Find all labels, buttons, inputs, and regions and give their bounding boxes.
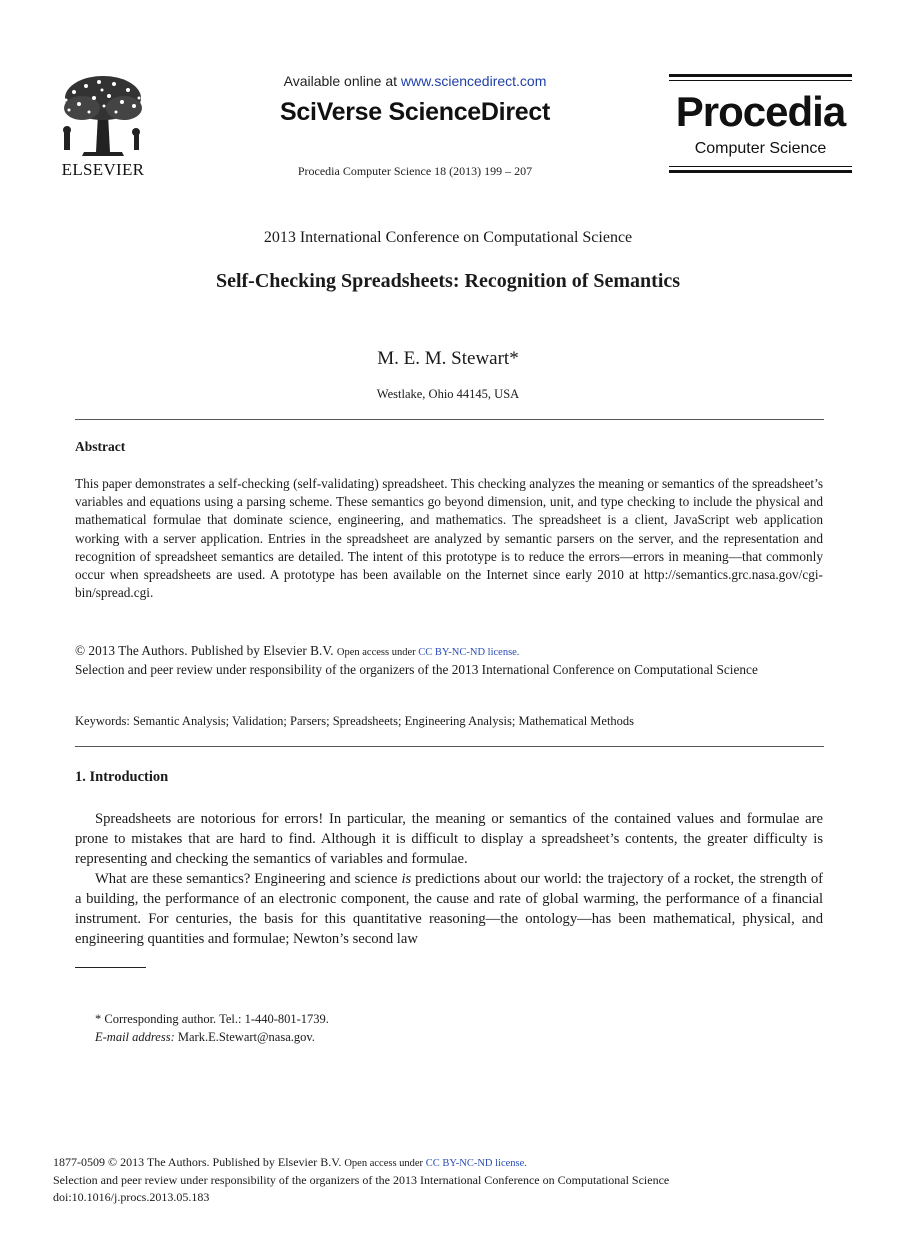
peer-review-statement: Selection and peer review under responsibility of the organizers of the 2013 International Conference on Computational Science <box>75 662 758 677</box>
license-link-bottom[interactable]: CC BY-NC-ND license. <box>425 1158 527 1169</box>
logo-top-rule <box>669 74 852 77</box>
logo-top-rule-thin <box>669 80 852 81</box>
issn-line <box>53 1154 853 1172</box>
logo-bottom-rule-thin <box>669 166 852 167</box>
email-line <box>95 1028 329 1046</box>
keywords: Keywords: Semantic Analysis; Validation; Parsers; Spreadsheets; Engineering Analysis; Mathematical Methods <box>75 714 635 728</box>
publisher-name: ELSEVIER <box>61 160 145 179</box>
abstract-body: This paper demonstrates a self-checking (self-validating) spreadsheet. This checking analyzes the meaning or semantics of the spreadsheet’s variables and equations using a parsing scheme. These semantics go beyond dimension, unit, and type checking to include the physical and mathematical formulae that dominate science, engineering, and mathematics. The spreadsheet is a client, JavaScript web application working with a server application. Entries in the spreadsheet are analyzed by semantic parsers on the server, and the representation and recognition of spreadsheet semantics are detailed. The intent of this prototype is to reduce the errors—errors in meaning—that commonly occur when spreadsheets are used. A prototype has been available on the Internet since early 2010 at http://semantics.grc.nasa.gov/cgi-bin/spread.cgi. <box>75 476 823 601</box>
issn-text: 1877-0509 © 2013 The Authors. Published by Elsevier B.V. <box>53 1155 345 1169</box>
elsevier-tree-icon <box>54 74 152 158</box>
open-access-label: Open access under <box>336 647 419 658</box>
logo-bottom-rule <box>669 170 852 173</box>
footnote-rule <box>75 967 146 968</box>
sciencedirect-link[interactable]: www.sciencedirect.com <box>400 73 547 89</box>
section-heading-introduction: 1. Introduction <box>75 769 169 785</box>
divider-top <box>75 419 824 420</box>
license-link[interactable]: CC BY-NC-ND license. <box>418 647 520 658</box>
procedia-logo <box>669 74 852 174</box>
journal-name: Procedia <box>675 88 846 135</box>
paper-title: Self-Checking Spreadsheets: Recognition of Semantics <box>215 270 681 292</box>
journal-subtitle: Computer Science <box>694 140 827 157</box>
doi[interactable]: doi:10.1016/j.procs.2013.05.183 <box>53 1190 210 1204</box>
footnote <box>95 1010 329 1046</box>
email-label: E-mail address: <box>95 1030 175 1044</box>
open-access-label: Open access under <box>344 1158 426 1169</box>
peer-review-line: Selection and peer review under responsibility of the organizers of the 2013 International Conference on Computational Science <box>53 1173 670 1187</box>
paragraph <box>75 869 823 949</box>
available-label: Available online at <box>283 73 401 89</box>
abstract-heading: Abstract <box>75 439 126 454</box>
platform-logo: SciVerse ScienceDirect <box>280 98 550 126</box>
paragraph-text: What are these semantics? Engineering and science <box>95 871 402 887</box>
corresponding-author: * Corresponding author. Tel.: 1-440-801-1739. <box>95 1012 329 1026</box>
available-online <box>200 73 630 89</box>
copyright-notice <box>75 642 823 678</box>
author-name: M. E. M. Stewart* <box>377 348 519 369</box>
copyright-text: © 2013 The Authors. Published by Elsevier B.V. <box>75 643 337 658</box>
conference-name: 2013 International Conference on Computational Science <box>263 229 633 246</box>
divider-bottom <box>75 746 824 747</box>
paragraph: Spreadsheets are notorious for errors! In particular, the meaning or semantics of the contained values and formulae are prone to mistakes that are hard to find. Although it is difficult to display a spreadsheet’s contents, the greater difficulty is representing and checking the semantics of variables and formulae. <box>75 811 823 867</box>
emphasis: is <box>401 871 412 887</box>
author-affiliation: Westlake, Ohio 44145, USA <box>376 387 520 401</box>
paragraph-text: predictions about our world: the trajectory of a rocket, the strength of a building, the performance of an electronic component, the cause and rate of global warming, the performance of a financial instrument. For centuries, the basis for this quantitative reasoning—the ontology—has been mathematical, physical, and engineering quantities and formulae; Newton’s second law <box>75 871 823 947</box>
elsevier-logo <box>54 74 152 178</box>
journal-reference: Procedia Computer Science 18 (2013) 199 – 207 <box>297 164 533 178</box>
introduction-body <box>75 809 823 949</box>
email-address[interactable]: Mark.E.Stewart@nasa.gov. <box>174 1030 315 1044</box>
publication-info <box>53 1154 853 1206</box>
